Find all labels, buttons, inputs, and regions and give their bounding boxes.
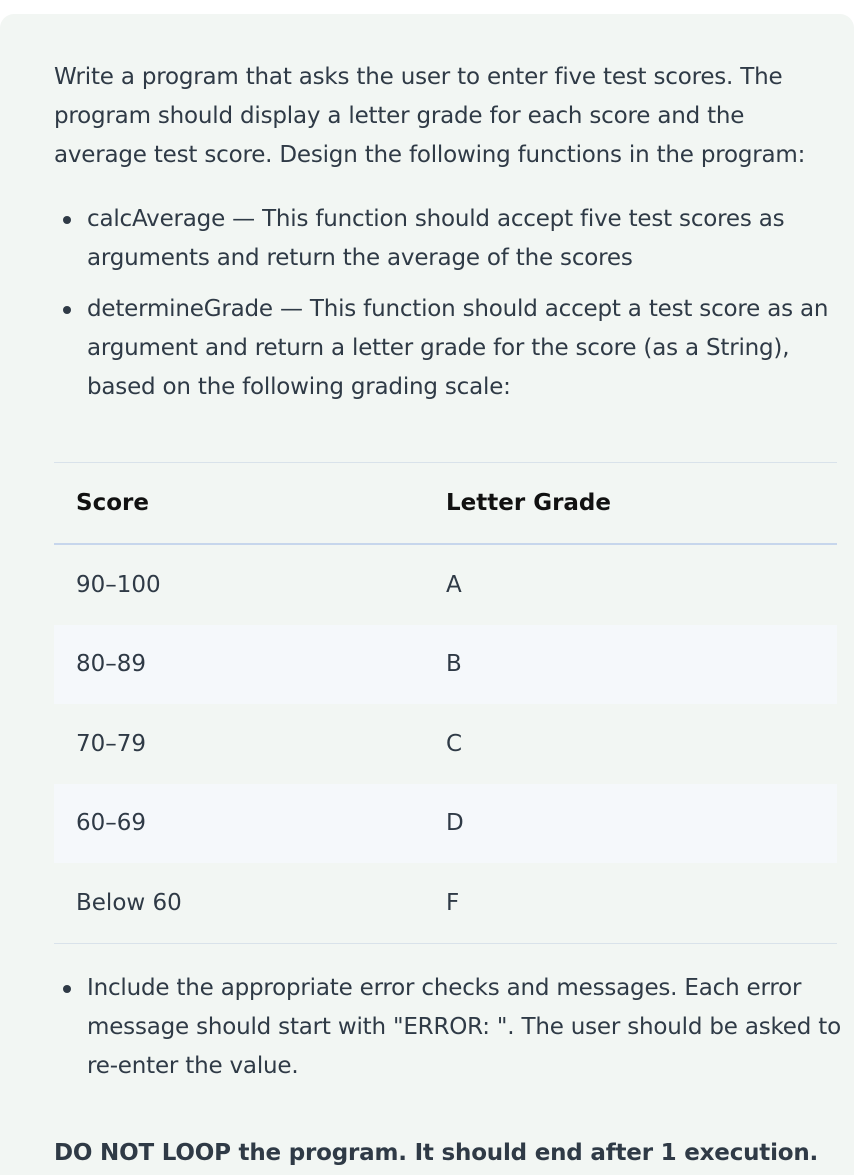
bullet-dot-icon <box>63 985 71 993</box>
table-row <box>54 704 837 784</box>
letter-grade-cell: B <box>446 651 462 678</box>
function-name: calcAverage <box>87 206 226 232</box>
function-description: This function should accept a test score as an argument and return a letter grade for the score (as a String), based on the following grading scale: <box>87 296 829 400</box>
assignment-page <box>0 14 854 1175</box>
list-item-determine-grade <box>54 290 844 407</box>
score-cell: 70–79 <box>76 730 147 757</box>
score-cell: Below 60 <box>76 889 182 916</box>
grading-scale-table <box>54 462 837 944</box>
table-row <box>54 863 837 943</box>
bullet-dot-icon <box>63 306 71 314</box>
function-name: determineGrade <box>87 296 273 322</box>
letter-grade-cell: D <box>446 810 464 837</box>
function-list <box>54 200 844 419</box>
error-note-text: Include the appropriate error checks and messages. Each error message should start with "ERROR: ". The user should be asked to re-enter the value. <box>87 975 841 1079</box>
letter-grade-cell: A <box>446 571 462 598</box>
score-cell: 60–69 <box>76 810 147 837</box>
separator: — <box>272 296 310 322</box>
table-row <box>54 784 837 864</box>
letter-grade-cell: F <box>446 889 460 916</box>
score-cell: 90–100 <box>76 571 161 598</box>
no-loop-note: DO NOT LOOP the program. It should end after 1 execution. <box>54 1140 819 1166</box>
table-row <box>54 544 837 625</box>
letter-grade-cell: C <box>446 730 463 757</box>
score-column-header: Score <box>76 490 149 516</box>
table-row <box>54 625 837 705</box>
intro-paragraph: Write a program that asks the user to enter five test scores. The program should display a letter grade for each score and the average test score. Design the following functions in the program: <box>54 64 806 168</box>
bullet-dot-icon <box>63 216 71 224</box>
table-header-row <box>54 463 837 545</box>
score-cell: 80–89 <box>76 651 147 678</box>
list-item-calc-average <box>54 200 844 278</box>
letter-grade-column-header: Letter Grade <box>446 490 611 516</box>
list-item-error-checks <box>54 969 844 1086</box>
function-description: This function should accept five test scores as arguments and return the average of the scores <box>87 206 785 271</box>
error-check-list <box>54 969 844 1098</box>
separator: — <box>225 206 263 232</box>
